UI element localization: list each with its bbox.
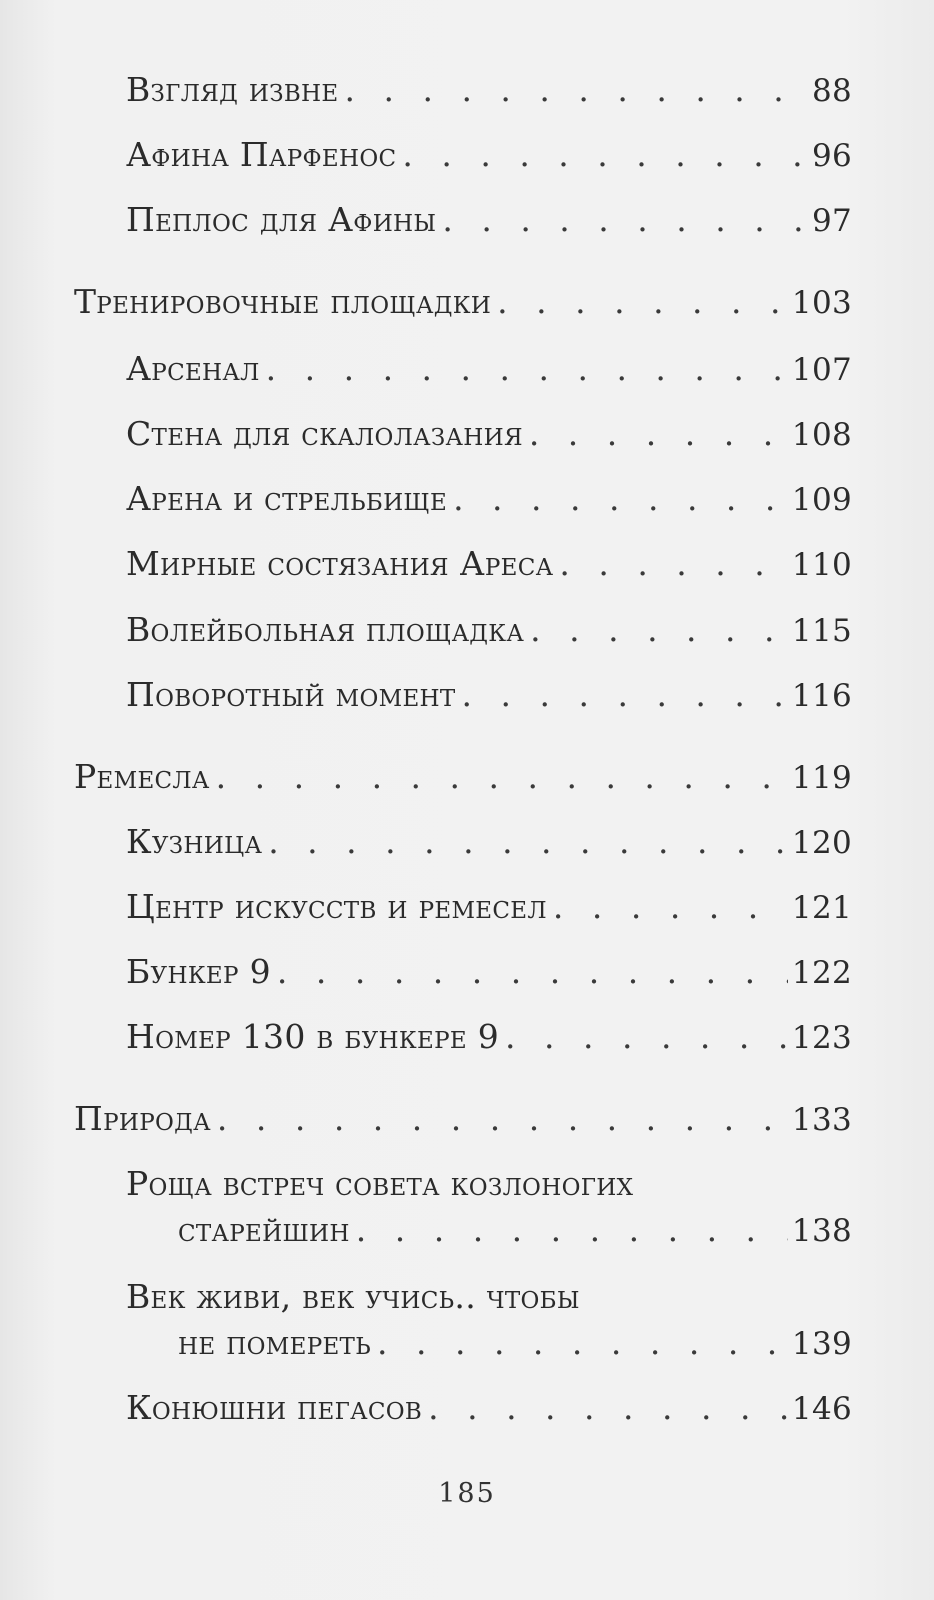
- toc-entry-page: 122: [791, 955, 852, 991]
- toc-entry-title: Взгляд извне: [126, 70, 339, 109]
- toc-entry-title: Центр искусств и ремесел: [126, 887, 547, 926]
- toc-entry-title: Конюшни пегасов: [126, 1388, 423, 1427]
- toc-entry-title: Роща встреч совета козлоногих: [126, 1164, 634, 1203]
- toc-entry-title: Арена и стрельбище: [126, 479, 448, 518]
- toc-section-heading: [74, 1099, 852, 1139]
- toc-entry-title: Бункер 9: [126, 952, 271, 991]
- toc-entry-title: Афина Парфенос: [126, 135, 397, 174]
- toc-entry: [126, 952, 852, 992]
- leader-dots: [345, 70, 808, 110]
- leader-dots: [277, 952, 788, 992]
- toc-entry: [126, 1164, 852, 1250]
- toc-entry: [126, 479, 852, 519]
- leader-dots: [402, 135, 808, 175]
- toc-entry: [126, 70, 852, 110]
- toc-entry-page: 133: [791, 1102, 852, 1138]
- toc-entry: [126, 1388, 852, 1428]
- toc-entry-page: 120: [791, 825, 852, 861]
- toc-entry-page: 103: [791, 285, 852, 321]
- toc-entry-title: Номер 130 в бункере 9: [126, 1017, 500, 1056]
- leader-dots: [553, 887, 788, 927]
- toc-section-heading: [74, 757, 852, 797]
- toc-entry-title: Арсенал: [126, 349, 260, 388]
- toc-entry: [126, 544, 852, 584]
- toc-entry-page: 110: [791, 547, 852, 583]
- toc-entry-title: Поворотный момент: [126, 675, 456, 714]
- leader-dots: [356, 1210, 788, 1250]
- leader-dots: [529, 414, 788, 454]
- toc-entry: [126, 675, 852, 715]
- leader-dots: [505, 1017, 788, 1057]
- toc-entry-page: 121: [791, 890, 852, 926]
- toc-entry-title: Век живи, век учись.. чтобы: [126, 1277, 580, 1316]
- toc-entry-page: 96: [811, 138, 852, 174]
- toc-entry: [126, 135, 852, 175]
- toc-entry-title: Ремесла: [74, 757, 210, 796]
- toc-entry-page: 119: [791, 760, 852, 796]
- toc-entry-title: Кузница: [126, 822, 263, 861]
- leader-dots: [216, 757, 788, 797]
- toc-entry-title: Стена для скалолазания: [126, 414, 523, 453]
- leader-dots: [453, 479, 788, 519]
- toc-section-heading: [74, 282, 852, 322]
- toc-entry-title: Природа: [74, 1099, 211, 1138]
- toc-entry-page: 108: [791, 417, 852, 453]
- leader-dots: [266, 349, 788, 389]
- toc-entry: [126, 349, 852, 389]
- toc-entry-page: 115: [791, 613, 852, 649]
- toc-entry: [126, 414, 852, 454]
- toc-entry-title-continuation: не помереть: [178, 1323, 371, 1362]
- leader-dots: [442, 200, 808, 240]
- toc-entry: [126, 1277, 852, 1363]
- leader-dots: [559, 544, 788, 584]
- toc-entry: [126, 822, 852, 862]
- leader-dots: [268, 822, 788, 862]
- leader-dots: [428, 1388, 788, 1428]
- toc-entry-title: Пеплос для Афины: [126, 200, 437, 239]
- toc-entry-title: Волейбольная площадка: [126, 610, 525, 649]
- toc-entry-title-continuation: старейшин: [178, 1210, 350, 1249]
- toc-entry-page: 123: [791, 1020, 852, 1056]
- toc-entry-page: 139: [791, 1326, 852, 1362]
- leader-dots: [530, 610, 788, 650]
- toc-entry: [126, 610, 852, 650]
- leader-dots: [497, 282, 788, 322]
- toc-entry-title: Тренировочные площадки: [74, 282, 492, 321]
- toc-entry-page: 116: [791, 678, 852, 714]
- leader-dots: [462, 675, 788, 715]
- toc-entry: [126, 1017, 852, 1057]
- toc-entry-page: 138: [791, 1213, 852, 1249]
- toc-entry-page: 109: [791, 482, 852, 518]
- leader-dots: [217, 1099, 788, 1139]
- toc-entry-page: 97: [811, 203, 852, 239]
- toc-entry-page: 88: [811, 73, 852, 109]
- toc-entry: [126, 887, 852, 927]
- toc-entry: [126, 200, 852, 240]
- page-number: 185: [438, 1478, 496, 1509]
- toc-entry-page: 146: [791, 1391, 852, 1427]
- toc-entry-title: Мирные состязания Ареса: [126, 544, 554, 583]
- toc-entry-page: 107: [791, 352, 852, 388]
- leader-dots: [377, 1323, 788, 1363]
